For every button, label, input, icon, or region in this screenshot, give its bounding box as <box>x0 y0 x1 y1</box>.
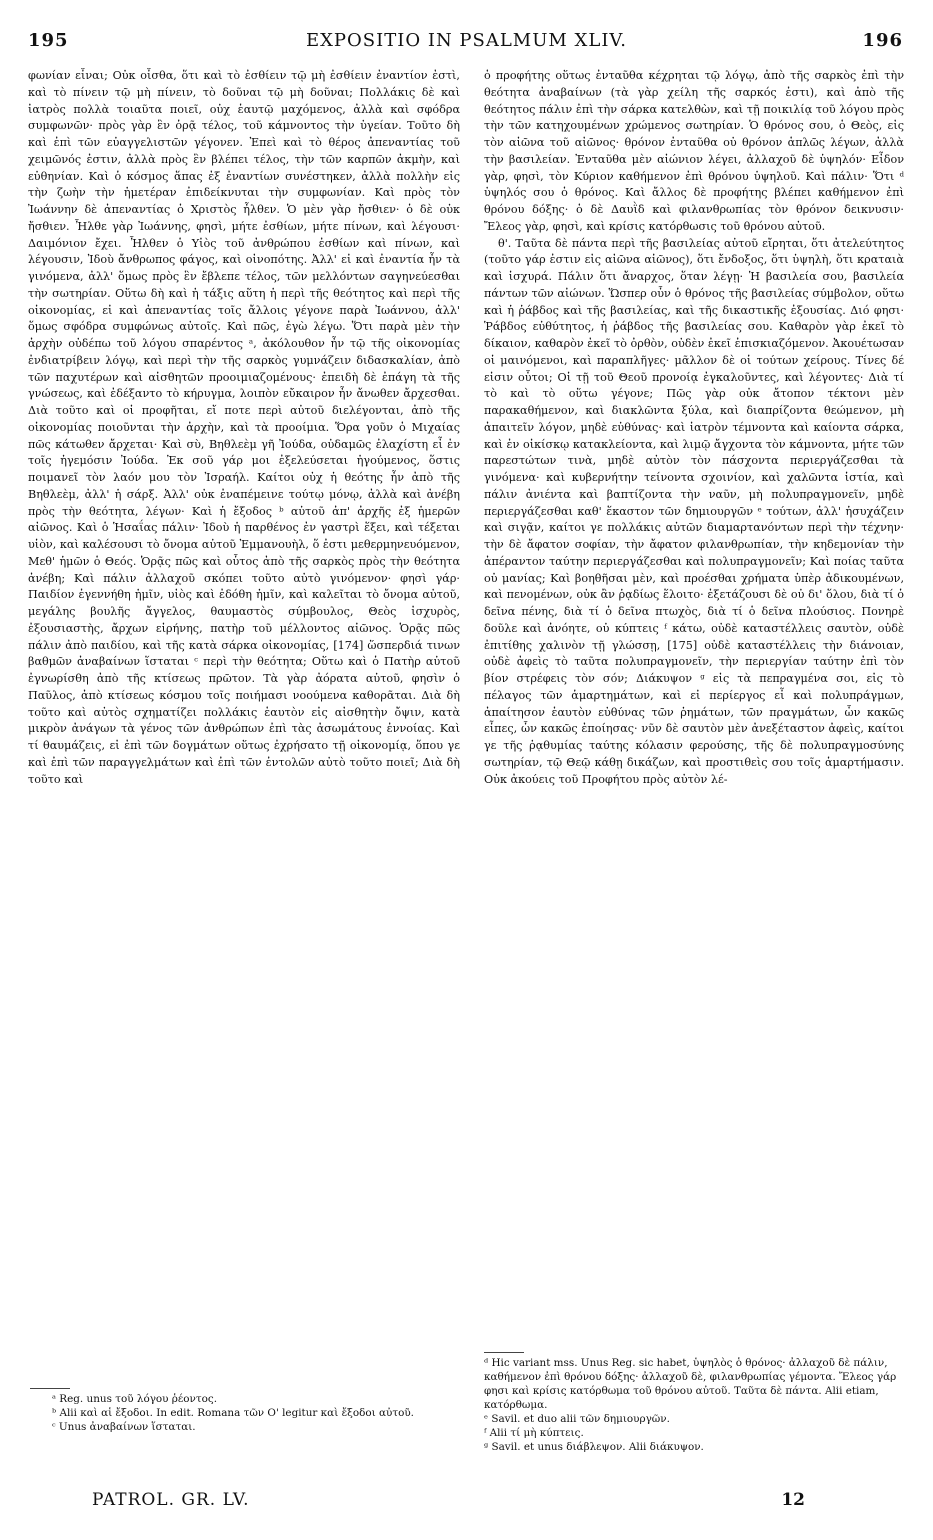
right-paragraph-1: ὁ προφήτης οὕτως ἐνταῦθα κέχρηται τῷ λόγῳ, ἀπὸ τῆς σαρκὸς ἐπὶ τὴν θεότητα ἀναβαίνων (τὰ γὰρ χείλη τῆς σαρκός ἐστι), καὶ ἀπὸ τῆς θεότητος πάλιν ἐπὶ τὴν σάρκα κατελθὼν, καὶ τῇ ποικιλίᾳ τοῦ λόγου πρὸς τὴν τῶν κατηχουμένων χρώμενος σωτηρίαν. Ὁ θρόνος σου, ὁ Θεὸς, εἰς τὸν αἰῶνα τοῦ αἰῶνος· θρόνον ἐνταῦθα οὐ θρόνον ἁπλῶς λέγων, ἀλλὰ τὴν βασιλείαν. Ἐνταῦθα μὲν αἰώνιον λέγει, ἀλλαχοῦ δὲ ὑψηλόν· Εἶδον γὰρ, φησὶ, τὸν Κύριον καθήμενον ἐπὶ θρόνου ὑψηλοῦ. Καὶ πάλιν· Ὅτι ᵈ ὑψηλός σου ὁ θρόνος. Καὶ ἄλλος δὲ προφήτης βλέπει καθήμενον ἐπὶ θρόνου δόξης· ὁ δὲ Δαυῒδ καὶ φιλανθρωπίας τὸν θρόνον δεικνυσιν· Ἔλεος γὰρ, φησὶ, καὶ κρίσις κατόρθωσις τοῦ θρόνου αὐτοῦ. <box>484 69 904 233</box>
footnote-rule-right <box>484 1352 524 1353</box>
right-text-column <box>484 68 904 1348</box>
series-signature: PATROL. GR. LV. <box>92 1490 250 1510</box>
footnote-b: ᵇ Alii καὶ αἱ ἔξοδοι. In edit. Romana τῶν Ο' legitur καὶ ἔξοδοι αὐτοῦ. <box>52 1407 414 1419</box>
footnotes-left <box>52 1392 460 1434</box>
footnote-c: ᶜ Unus ἀναβαίνων ἵσταται. <box>52 1421 196 1433</box>
footnote-d: ᵈ Hic variant mss. Unus Reg. sic habet, ὑψηλὸς ὁ θρόνος· ἀλλαχοῦ δὲ πάλιν, καθήμενον ἐπὶ θρόνου δόξης· ἀλλαχοῦ δὲ, φιλανθρωπίας γέμοντα. Ἔλεος γάρ φησι καὶ κρίσις κατόρθωμα τοῦ θρόνου αὐτοῦ. Ταῦτα δὲ πάντα. Alii etiam, κατόρθωμα. <box>484 1357 897 1411</box>
footnote-rule-left <box>30 1388 70 1389</box>
right-paragraph-2: θ'. Ταῦτα δὲ πάντα περὶ τῆς βασιλείας αὐτοῦ εἴρηται, ὅτι ἀτελεύτητος (τοῦτο γάρ ἐστιν εἰς αἰῶνα αἰῶνος), ὅτι ἔνδοξος, ὅτι ὑψηλὴ, ὅτι κραταιὰ καὶ ἰσχυρά. Πάλιν ὅτι ἄναρχος, ὅταν λέγῃ· Ἡ βασιλεία σου, βασιλεία πάντων τῶν αἰώνων. Ὥσπερ οὖν ὁ θρόνος τῆς βασιλείας σύμβολον, οὕτω καὶ ἡ ῥάβδος καὶ τῆς βασιλείας, καὶ τῆς δικαστικῆς ἐξουσίας. Διό φησι· Ῥάβδος εὐθύτητος, ἡ ῥάβδος τῆς βασιλείας σου. Καθαρὸν γὰρ ἐκεῖ τὸ δίκαιον, καθαρὸν ἐκεῖ τὸ ὀρθὸν, οὐδὲν ἐκεῖ ἐπισκιαζόμενον. Ἀκουέτωσαν οἱ μαινόμενοι, καὶ παραπλῆγες· μᾶλλον δὲ οἱ τούτων χείρους. Τίνες δέ εἰσιν οὗτοι; Οἱ τῇ τοῦ Θεοῦ προνοίᾳ ἐγκαλοῦντες, καὶ λέγοντες· Διὰ τί τὸ καὶ τὸ οὕτω γέγονε; Πῶς γὰρ οὐκ ἄτοπον τέκτονι μὲν παρακαθήμενον, καὶ διακλῶντα ξύλα, καὶ διαπρίζοντα θεώμενον, μὴ ἀπαιτεῖν λόγον, μηδὲ εὐθύνας· καὶ ἰατρὸν τέμνοντα καὶ καίοντα σάρκα, καὶ ἐν οἰκίσκῳ κατακλείοντα, καὶ λιμῷ ἄγχοντα τὸν κάμνοντα, μήτε τῶν παρεστώτων τινὰ, μηδὲ αὐτὸν τὸν πάσχοντα περιεργάζεσθαι τὰ γινόμενα· καὶ κυβερνήτην τείνοντα σχοινίον, καὶ χαλῶντα ἱστία, καὶ πάλιν ἀνιέντα καὶ βαπτίζοντα τὴν ναῦν, μὴ πολυπραγμονεῖν, μηδὲ περιεργάζεσθαι καθ' ἕκαστον τῶν δημιουργῶν ᵉ τούτων, ἀλλ' ἡσυχάζειν καὶ σιγᾷν, καίτοι γε πολλάκις αὐτῶν διαμαρτανόντων περὶ τὴν τέχνην· τὴν δὲ ἄφατον σοφίαν, τὴν ἄφατον φιλανθρωπίαν, τὴν κηδεμονίαν τὴν ἀπέραντον ταύτην περιεργάζεσθαι καὶ πολυπραγμονεῖν; Καὶ ποίας ταῦτα οὐ μανίας; Καὶ βοηθῆσαι μὲν, καὶ προέσθαι χρήματα ὑπὲρ ἀδικουμένων, καὶ πενομένων, οὐκ ἂν ῥᾳδίως ἕλοιτο· ἐξετάζουσι δὲ οὐ δι' ὅλου, διὰ τί ὁ δεῖνα πένης, διὰ τί ὁ δεῖνα πτωχὸς, διὰ τί ὁ δεῖνα πλούσιος. Πονηρὲ δοῦλε καὶ ἀνόητε, οὐ κύπτεις ᶠ κάτω, οὐδὲ καταστέλλεις σαυτὸν, οὐδὲ ἐπιτίθης χαλινὸν τῇ γλώσσῃ, [175] οὐδὲ καταστέλλεις τὴν διάνοιαν, οὐδὲ ἀφεὶς τὸ ταῦτα πολυπραγμονεῖν, τὴν περιεργίαν ταύτην ἐπὶ τὸν βίον στρέφεις τὸν σόν; Διάκυψον ᵍ εἰς τὰ πεπραγμένα σοι, εἰς τὸ πέλαγος τῶν ἁμαρτημάτων, καὶ εἰ περίεργος εἶ καὶ πολυπράγμων, ἀπαίτησον ἑαυτὸν εὐθύνας τῶν ῥημάτων, τῶν πραγμάτων, ὧν κακῶς εἶπες, ὧν κακῶς ἐποίησας· νῦν δὲ σαυτὸν μὲν ἀνεξέταστον ἀφεὶς, καίτοι γε τῆς ῥᾳθυμίας ταύτης κόλασιν φερούσης, τῆς δὲ πολυπραγμοσύνης σωτηρίαν, τῷ Θεῷ κάθῃ δικάζων, καὶ προστιθεὶς σου τοῖς ἁμαρτήμασιν. Οὐκ ἀκούεις τοῦ Προφήτου πρὸς αὐτὸν λέ- <box>484 236 904 786</box>
gathering-number: 12 <box>781 1490 805 1510</box>
page-number-left: 195 <box>28 30 69 51</box>
footnote-e: ᵉ Savil. et duo alii τῶν δημιουργῶν. <box>484 1413 670 1425</box>
running-header <box>0 30 933 58</box>
footnotes-right <box>484 1356 904 1454</box>
footnote-f: ᶠ Alii τί μὴ κύπτεις. <box>484 1427 584 1439</box>
running-title: EXPOSITIO IN PSALMUM XLIV. <box>305 30 628 51</box>
page-number-right: 196 <box>862 30 903 51</box>
footnote-g: ᵍ Savil. et unus διάβλεψον. Alii διάκυψον. <box>484 1441 704 1453</box>
left-paragraph-1: φωνίαν εἶναι; Οὐκ οἶσθα, ὅτι καὶ τὸ ἐσθίειν τῷ μὴ ἐσθίειν ἐναντίον ἐστὶ, καὶ τὸ πίνειν τῷ μὴ πίνειν, τὸ δοῦναι τῷ μὴ δοῦναι; Πολλάκις δὲ καὶ ἰατρὸς πολλὰ τοιαῦτα ποιεῖ, οὐχ ἑαυτῷ μαχόμενος, ἀλλὰ καὶ σφόδρα συμφωνῶν· πρὸς γὰρ ἓν ὁρᾷ τέλος, τοῦ κάμνοντος τὴν ὑγείαν. Τοῦτο δὴ καὶ ἐπὶ τῶν εὐαγγελιστῶν γέγονεν. Ἐπεὶ καὶ τὸ θέρος ἀπεναντίας τοῦ χειμῶνός ἐστιν, ἀλλὰ πρὸς ἓν βλέπει τέλος, τὴν τῶν καρπῶν ἀκμὴν, καὶ εὐθηνίαν. Καὶ ὁ κόσμος ἅπας ἐξ ἐναντίων συνέστηκεν, ἀλλὰ πολλὴν εἰς τὴν ζωὴν τὴν ἡμετέραν ἐπιδείκνυται τὴν συμφωνίαν. Καὶ πρὸς τὸν Ἰωάννην δὲ ἀπεναντίας ὁ Χριστὸς ἦλθεν. Ὁ μὲν γὰρ ἤσθιεν· ὁ δὲ οὐκ ἤσθιεν. Ἦλθε γὰρ Ἰωάννης, φησὶ, μήτε ἐσθίων, μήτε πίνων, καὶ λέγουσι· Δαιμόνιον ἔχει. Ἦλθεν ὁ Υἱὸς τοῦ ἀνθρώπου ἐσθίων καὶ πίνων, καὶ λέγουσιν, Ἰδοὺ ἄνθρωπος φάγος, καὶ οἰνοπότης. Ἀλλ' εἰ καὶ ἐναντία ἦν τὰ γινόμενα, ἀλλ' ὅμως πρὸς ἓν ἔβλεπε τέλος, τῶν μελλόντων σαγηνεύεσθαι τὴν σωτηρίαν. Οὕτω δὴ καὶ ἡ τάξις αὕτη ἡ περὶ τῆς θεότητος καὶ περὶ τῆς οἰκονομίας, εἰ καὶ ἀπεναντίας τοῖς ἄλλοις γέγονε παρὰ Ἰωάννου, ἀλλ' ὅμως σφόδρα συμφώνως αὐτοῖς. Καὶ πῶς, ἐγὼ λέγω. Ὅτι παρὰ μὲν τὴν ἀρχὴν οὐδέπω τοῦ λόγου σπαρέντος ᵃ, ἀκόλουθον ἦν τῷ τῆς οἰκονομίας ἐνδιατρίβειν λόγῳ, καὶ περὶ τὴν τῆς σαρκὸς γυμνάζειν διδασκαλίαν, ἀπὸ τῶν παχυτέρων καὶ αἰσθητῶν προοιμιαζομένους· ἐπειδὴ δὲ ἐπάγη τὰ τῆς γνώσεως, καὶ ἐδέξαντο τὸ κήρυγμα, λοιπὸν εὔκαιρον ἦν ἄνωθεν ἄρχεσθαι. Διὰ τοῦτο καὶ οἱ προφῆται, εἴ ποτε περὶ αὐτοῦ διελέγονται, ἀπὸ τῆς οἰκονομίας ποιοῦνται τὴν ἀρχὴν, καὶ τὰ προοίμια. Ὅρα γοῦν ὁ Μιχαίας πῶς κάτωθεν ἄρχεται· Καὶ σὺ, Βηθλεὲμ γῆ Ἰούδα, οὐδαμῶς ἐλαχίστη εἶ ἐν τοῖς ἡγεμόσιν Ἰούδα. Ἐκ σοῦ γάρ μοι ἐξελεύσεται ἡγούμενος, ὅστις ποιμανεῖ τὸν λαόν μου τὸν Ἰσραήλ. Καίτοι οὐχ ἡ θεότης ἦν ἀπὸ τῆς Βηθλεὲμ, ἀλλ' ἡ σάρξ. Ἀλλ' οὐκ ἐναπέμεινε τούτῳ μόνῳ, ἀλλὰ καὶ ἀνέβη πρὸς τὴν θεότητα, λέγων· Καὶ ἡ ἔξοδος ᵇ αὐτοῦ ἀπ' ἀρχῆς ἐξ ἡμερῶν αἰῶνος. Καὶ ὁ Ἡσαΐας πάλιν· Ἰδοὺ ἡ παρθένος ἐν γαστρὶ ἕξει, καὶ τέξεται υἱὸν, καὶ καλέσουσι τὸ ὄνομα αὐτοῦ Ἐμμανουὴλ, ὅ ἐστι μεθερμηνευόμενον, Μεθ' ἡμῶν ὁ Θεός. Ὁρᾷς πῶς καὶ οὗτος ἀπὸ τῆς σαρκὸς πρὸς τὴν θεότητα ἀνέβη; Καὶ πάλιν ἀλλαχοῦ σκόπει τοῦτο αὐτὸ γινόμενον· φησὶ γάρ· Παιδίον ἐγεννήθη ἡμῖν, υἱὸς καὶ ἐδόθη ἡμῖν, καὶ καλεῖται τὸ ὄνομα αὐτοῦ, μεγάλης βουλῆς ἄγγελος, θαυμαστὸς σύμβουλος, Θεὸς ἰσχυρὸς, ἐξουσιαστὴς, ἄρχων εἰρήνης, πατὴρ τοῦ μέλλοντος αἰῶνος. Ὁρᾷς πῶς πάλιν ἀπὸ παιδίου, καὶ τῆς κατὰ σάρκα οἰκονομίας, [174] ὥσπερδιά τινων βαθμῶν ἀναβαίνων ἵσταται ᶜ περὶ τὴν θεότητα; Οὕτω καὶ ὁ Πατὴρ αὐτοῦ ἐγνωρίσθη ἀπὸ τῆς κτίσεως πρῶτον. Τὰ γὰρ ἀόρατα αὐτοῦ, φησὶν ὁ Παῦλος, ἀπὸ κτίσεως κόσμου τοῖς ποιήμασι νοούμενα καθορᾶται. Διὰ δὴ τοῦτο καὶ αὐτὸς σχηματίζει πολλάκις ἑαυτὸν εἰς αἰσθητὴν ὄψιν, κατὰ μικρὸν ἀνάγων τὰ γένος τῶν ἀνθρώπων ἐπὶ τὰς ἀσωμάτους ἐννοίας. Καὶ τί θαυμάζεις, εἰ ἐπὶ τῶν δογμάτων οὕτως ἐχρήσατο τῇ οἰκονομίᾳ, ὅπου γε καὶ ἐπὶ τῶν παραγγελμάτων καὶ ἐπὶ τῶν ἐντολῶν αὐτὸ τοῦτο ποιεῖ; Διὰ δὴ τοῦτο καὶ <box>28 69 460 786</box>
left-text-column <box>28 68 460 1386</box>
footnote-a: ᵃ Reg. unus τοῦ λόγου ῥέοντος. <box>52 1393 217 1405</box>
